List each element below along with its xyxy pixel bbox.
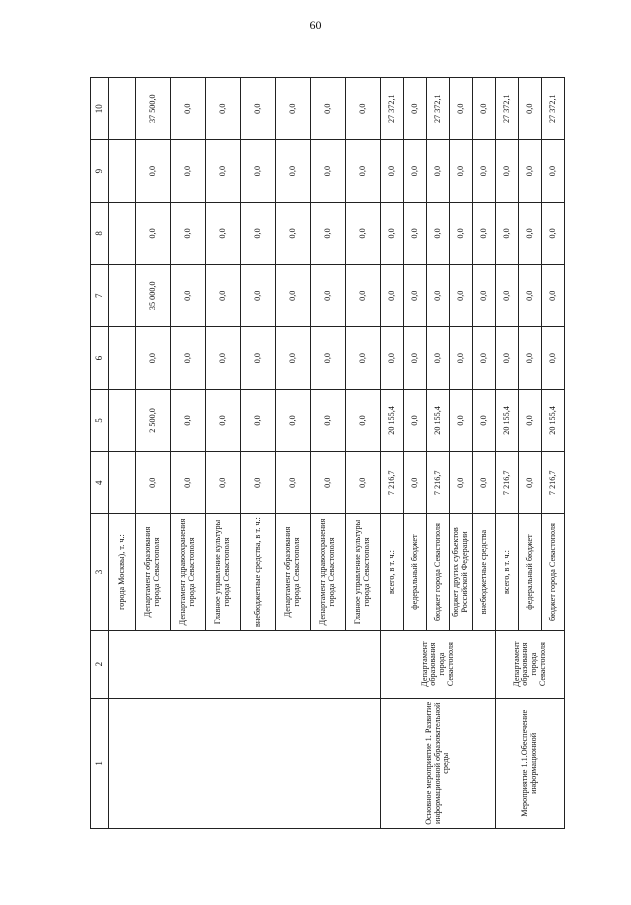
source-label: Департамент здравоохранения города Севастополя [171,514,206,630]
value-cell: 0,0 [496,202,519,264]
source-label: федеральный бюджет [404,514,427,630]
value-cell: 0,0 [519,452,542,514]
value-cell: 0,0 [241,327,276,389]
value-cell: 0,0 [519,265,542,327]
value-cell: 0,0 [473,389,496,451]
header-cell: 1 [91,698,109,828]
source-label: бюджет города Севастополя [427,514,450,630]
header-cell: 8 [91,202,109,264]
value-cell: 0,0 [542,202,565,264]
source-label: всего, в т. ч.: [496,514,519,630]
table-row [496,78,519,829]
header-cell: 5 [91,389,109,451]
value-cell: 0,0 [276,265,311,327]
value-cell: 0,0 [473,265,496,327]
value-cell: 0,0 [206,78,241,140]
value-cell: 0,0 [519,327,542,389]
source-label: федеральный бюджет [519,514,542,630]
value-cell: 0,0 [241,389,276,451]
value-cell: 0,0 [496,327,519,389]
source-label: бюджет других субъектов Российской Федерации [450,514,473,630]
value-cell: 0,0 [404,327,427,389]
value-cell: 20 155,4 [542,389,565,451]
value-cell: 27 372,1 [496,78,519,140]
value-cell: 0,0 [404,78,427,140]
value-cell: 0,0 [276,78,311,140]
value-cell: 7 216,7 [381,452,404,514]
measure-title: Основное мероприятие 1. Развитие информационной образовательной среды [381,698,496,828]
header-row [91,78,109,829]
value-cell: 0,0 [241,140,276,202]
source-label: Департамент образования города Севастополя [136,514,171,630]
value-cell: 0,0 [427,265,450,327]
table-row [381,78,404,829]
value-cell: 0,0 [542,140,565,202]
value-cell: 0,0 [496,265,519,327]
value-cell: 0,0 [346,140,381,202]
value-cell: 27 372,1 [542,78,565,140]
value-cell: 7 216,7 [496,452,519,514]
value-cell: 0,0 [404,452,427,514]
header-cell: 3 [91,514,109,630]
value-cell: 20 155,4 [427,389,450,451]
value-cell: 0,0 [171,265,206,327]
empty-cell [109,630,381,698]
value-cell: 0,0 [381,140,404,202]
value-cell: 0,0 [473,140,496,202]
value-cell: 0,0 [171,140,206,202]
value-cell: 0,0 [311,452,346,514]
value-cell: 0,0 [206,389,241,451]
value-cell: 0,0 [427,202,450,264]
value-cell: 0,0 [136,202,171,264]
continuation-row [109,78,136,829]
value-cell: 0,0 [346,265,381,327]
value-cell: 0,0 [276,452,311,514]
value-cell: 27 372,1 [381,78,404,140]
value-cell: 0,0 [346,202,381,264]
value-cell: 0,0 [496,140,519,202]
value-cell: 0,0 [404,140,427,202]
value-cell: 0,0 [276,327,311,389]
value-cell: 0,0 [136,452,171,514]
value-cell: 0,0 [519,389,542,451]
value-cell: 0,0 [381,265,404,327]
source-label: Департамент образования города Севастополя [276,514,311,630]
measure-title: Мероприятие 1.1.Обеспечение информационной [496,698,565,828]
source-label: всего, в т. ч.: [381,514,404,630]
value-cell: 27 372,1 [427,78,450,140]
value-cell: 0,0 [519,140,542,202]
value-cell: 0,0 [519,202,542,264]
value-cell: 0,0 [542,327,565,389]
value-cell: 0,0 [473,78,496,140]
value-cell: 0,0 [450,327,473,389]
value-cell: 0,0 [171,452,206,514]
value-cell: 0,0 [241,78,276,140]
value-cell: 0,0 [311,327,346,389]
header-cell: 9 [91,140,109,202]
value-cell: 0,0 [450,265,473,327]
value-cell: 0,0 [206,140,241,202]
value-cell: 0,0 [381,327,404,389]
value-cell: 0,0 [346,452,381,514]
value-cell: 0,0 [241,265,276,327]
value-cell: 0,0 [171,327,206,389]
value-cell: 0,0 [206,452,241,514]
rotated-table-container [90,77,557,829]
value-cell: 0,0 [206,265,241,327]
value-cell: 0,0 [171,78,206,140]
value-cell: 0,0 [171,202,206,264]
value-cell: 0,0 [404,265,427,327]
value-cell: 0,0 [206,202,241,264]
value-cell: 0,0 [136,140,171,202]
header-cell: 7 [91,265,109,327]
header-cell: 4 [91,452,109,514]
executor-cell: Департамент образования города Севастополя [381,630,496,698]
value-cell: 0,0 [171,389,206,451]
page-number: 60 [309,18,322,32]
value-cell: 0,0 [311,202,346,264]
source-label: города Москвы), т. ч.: [109,514,136,630]
value-cell: 7 216,7 [427,452,450,514]
value-cell: 0,0 [276,202,311,264]
value-cell: 0,0 [241,202,276,264]
value-cell: 0,0 [206,327,241,389]
value-cell: 0,0 [450,452,473,514]
value-cell: 0,0 [542,265,565,327]
source-label: внебюджетные средства [473,514,496,630]
value-cell: 35 000,0 [136,265,171,327]
value-cell: 0,0 [450,202,473,264]
value-cell: 0,0 [311,140,346,202]
value-cell: 0,0 [381,202,404,264]
value-cell: 20 155,4 [381,389,404,451]
value-cell: 0,0 [427,327,450,389]
value-cell: 0,0 [404,202,427,264]
value-cell: 0,0 [473,452,496,514]
empty-cell [109,698,381,828]
value-cell: 0,0 [276,389,311,451]
value-cell: 0,0 [346,78,381,140]
value-cell: 0,0 [311,389,346,451]
executor-cell: Департамент образования города Севастополя [496,630,565,698]
value-cell: 0,0 [519,78,542,140]
value-cell: 0,0 [404,389,427,451]
value-cell: 0,0 [450,78,473,140]
source-label: внебюджетные средства, в т. ч.: [241,514,276,630]
value-cell: 0,0 [450,389,473,451]
value-cell: 0,0 [346,389,381,451]
value-cell: 2 500,0 [136,389,171,451]
value-cell: 0,0 [241,452,276,514]
value-cell: 37 500,0 [136,78,171,140]
header-cell: 6 [91,327,109,389]
source-label: Главное управление культуры города Севастополя [206,514,241,630]
value-cell: 0,0 [473,202,496,264]
header-cell: 2 [91,630,109,698]
budget-table [90,77,565,829]
value-cell: 7 216,7 [542,452,565,514]
value-cell: 0,0 [427,140,450,202]
value-cell: 20 155,4 [496,389,519,451]
header-cell: 10 [91,78,109,140]
source-label: Главное управление культуры города Севастополя [346,514,381,630]
value-cell: 0,0 [276,140,311,202]
value-cell: 0,0 [311,265,346,327]
value-cell: 0,0 [136,327,171,389]
source-label: Департамент здравоохранения города Севастополя [311,514,346,630]
value-cell: 0,0 [346,327,381,389]
value-cell: 0,0 [450,140,473,202]
value-cell: 0,0 [311,78,346,140]
source-label: бюджет города Севастополя [542,514,565,630]
value-cell: 0,0 [473,327,496,389]
